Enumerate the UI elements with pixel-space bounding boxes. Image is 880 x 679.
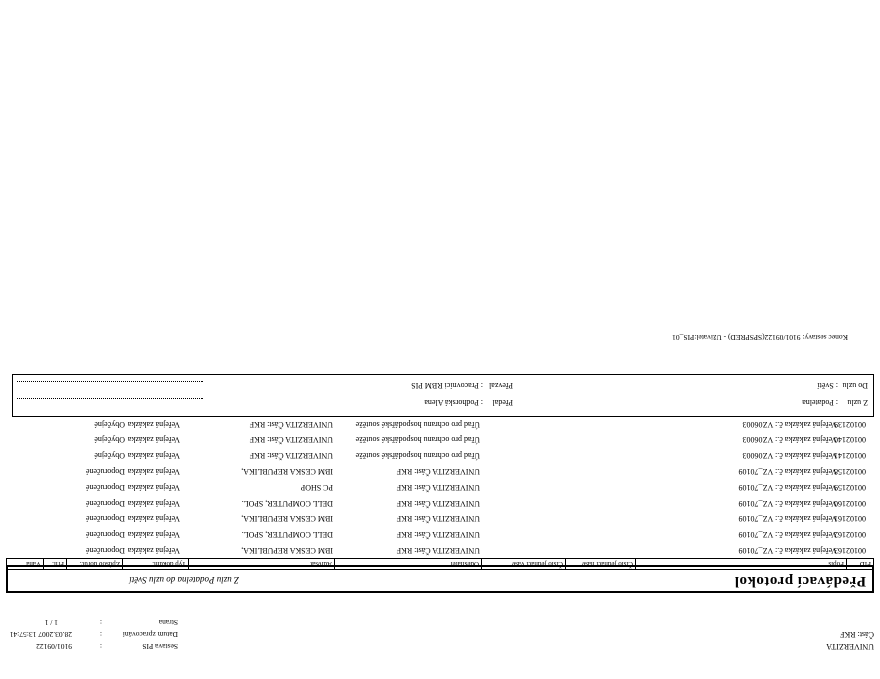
col-vaha: Váha — [26, 560, 41, 568]
cell-odesilatel: UNIVERZITA Část: RKF — [396, 467, 480, 476]
cell-odesilatel: UNIVERZITA Část: RKF — [396, 546, 480, 555]
cell-popis: Veřejná zakázka č.: VZ_70109 — [738, 530, 837, 540]
date-sep: : — [99, 630, 102, 639]
cell-zpusob: Doporučené — [85, 530, 125, 540]
col-cj-vase: Číslo jednací vaše — [481, 559, 565, 569]
cell-adresat: IBM CESKA REPUBLIKA, — [241, 467, 333, 476]
gave-label: Předal — [492, 398, 513, 407]
report-end-text: Konec sestavy: 9101/09122(SPSPRED) - Uživatel:PIS_01 — [672, 333, 848, 342]
table-row — [6, 511, 874, 525]
page-sep: : — [99, 618, 102, 627]
cell-popis: Veřejná zakázka č.: VZ_70109 — [738, 482, 837, 492]
cell-typ: Veřejná zakázka — [127, 498, 180, 508]
cell-typ: Veřejná zakázka — [127, 482, 180, 492]
cell-odesilatel: Úřad pro ochranu hospodářské soutěže — [355, 419, 480, 429]
cell-adresat: DELL COMPUTER, SPOL. — [241, 498, 333, 508]
cell-typ: Veřejná zakázka — [127, 435, 180, 445]
cell-adresat: DELL COMPUTER, SPOL. — [241, 530, 333, 540]
col-pid: PID — [846, 559, 873, 569]
cell-zpusob: Doporučené — [85, 546, 125, 555]
table-row — [6, 543, 874, 557]
cell-adresat: PC SHOP — [300, 482, 333, 492]
table-row — [6, 527, 874, 541]
table-row — [6, 464, 874, 478]
cell-popis: Veřejná zakázka č.: VZ06003 — [742, 451, 837, 461]
to-label: Do uzlu — [842, 381, 868, 390]
cell-zpusob: Doporučené — [85, 467, 125, 476]
cell-popis: Veřejná zakázka č.: VZ_70109 — [738, 467, 837, 476]
cell-typ: Veřejná zakázka — [127, 530, 180, 540]
cell-popis: Veřejná zakázka č.: VZ_70109 — [738, 498, 837, 508]
cell-popis: Veřejná zakázka č.: VZ06003 — [742, 435, 837, 445]
cell-pid: 00102158 — [834, 467, 866, 476]
report-label: Sestava PIS — [142, 642, 178, 651]
signature-line-to — [17, 381, 203, 382]
cell-typ: Veřejná zakázka — [127, 419, 180, 429]
cell-adresat: IBM CESKA REPUBLIKA, — [241, 546, 333, 555]
col-odesilatel: Odesílatel — [334, 559, 481, 569]
cell-zpusob: Obyčejné — [94, 435, 125, 445]
table-row — [6, 417, 874, 431]
col-zpusob: Způsob doruč. — [66, 559, 122, 569]
page-label: Strana — [158, 618, 178, 627]
gave-value: : Podhorská Alena — [424, 398, 483, 407]
date-label: Datum zpracování — [122, 630, 178, 639]
page-subtitle: Z uzlu Podatelna do uzlu Světí — [129, 575, 239, 585]
table-row — [6, 432, 874, 446]
report-sep: : — [99, 642, 102, 651]
col-typ: Typ dokum. — [122, 559, 188, 569]
table-row — [6, 480, 874, 494]
cell-popis: Veřejná zakázka č.: VZ_70109 — [738, 514, 837, 524]
cell-popis: Veřejná zakázka č.: VZ06003 — [742, 419, 837, 429]
from-label: Z uzlu — [847, 398, 868, 407]
date-value: 28.03.2007 13:57:41 — [9, 630, 72, 639]
cell-pid: 00102162 — [834, 530, 866, 540]
org-name: UNIVERZITA — [826, 642, 874, 651]
cell-typ: Veřejná zakázka — [127, 514, 180, 524]
cell-zpusob: Doporučené — [85, 482, 125, 492]
cell-pid: 00102160 — [834, 498, 866, 508]
org-part: Část: RKF — [839, 630, 874, 639]
cell-zpusob: Doporučené — [85, 498, 125, 508]
page-title: Předávací protokol — [734, 573, 866, 589]
to-value: : Světí — [817, 381, 838, 390]
cell-adresat: IBM CESKA REPUBLIKA, — [241, 514, 333, 524]
cell-zpusob: Obyčejné — [94, 451, 125, 461]
cell-pid: 00102141 — [834, 451, 866, 461]
col-cj-nase: Číslo jednací naše — [565, 559, 635, 569]
cell-odesilatel: Úřad pro ochranu hospodářské soutěže — [355, 451, 480, 461]
cell-pid: 00102139 — [834, 419, 866, 429]
from-value: : Podatelna — [802, 398, 838, 407]
cell-odesilatel: UNIVERZITA Část: RKF — [396, 498, 480, 508]
handover-box — [12, 374, 874, 417]
cell-odesilatel: Úřad pro ochranu hospodářské soutěže — [355, 435, 480, 445]
cell-pid: 00102163 — [834, 546, 866, 555]
cell-odesilatel: UNIVERZITA Část: RKF — [396, 530, 480, 540]
table-header — [6, 558, 874, 570]
table-row — [6, 496, 874, 510]
cell-odesilatel: UNIVERZITA Část: RKF — [396, 514, 480, 524]
cell-zpusob: Obyčejné — [94, 419, 125, 429]
report-value: 9101/09122 — [36, 642, 72, 651]
cell-zpusob: Doporučené — [85, 514, 125, 524]
table-row — [6, 448, 874, 462]
cell-pid: 00102159 — [834, 482, 866, 492]
col-popis: Popis — [635, 559, 846, 569]
cell-adresat: UNIVERZITA Část: RKF — [249, 435, 333, 445]
took-value: : Pracovníci RBM PIS — [411, 381, 483, 390]
cell-odesilatel: UNIVERZITA Část: RKF — [396, 482, 480, 492]
col-pril: Příl. — [43, 559, 66, 569]
cell-popis: Veřejná zakázka č.: VZ_70109 — [738, 546, 837, 555]
cell-adresat: UNIVERZITA Část: RKF — [249, 419, 333, 429]
cell-pid: 00102140 — [834, 435, 866, 445]
cell-typ: Veřejná zakázka — [127, 546, 180, 555]
cell-typ: Veřejná zakázka — [127, 451, 180, 461]
signature-line-from — [17, 398, 203, 399]
col-adresat: Adresát — [188, 559, 334, 569]
cell-adresat: UNIVERZITA Část: RKF — [249, 451, 333, 461]
cell-pid: 00102161 — [834, 514, 866, 524]
cell-typ: Veřejná zakázka — [127, 467, 180, 476]
page-value: 1 / 1 — [44, 618, 58, 627]
took-label: Převzal — [489, 381, 513, 390]
